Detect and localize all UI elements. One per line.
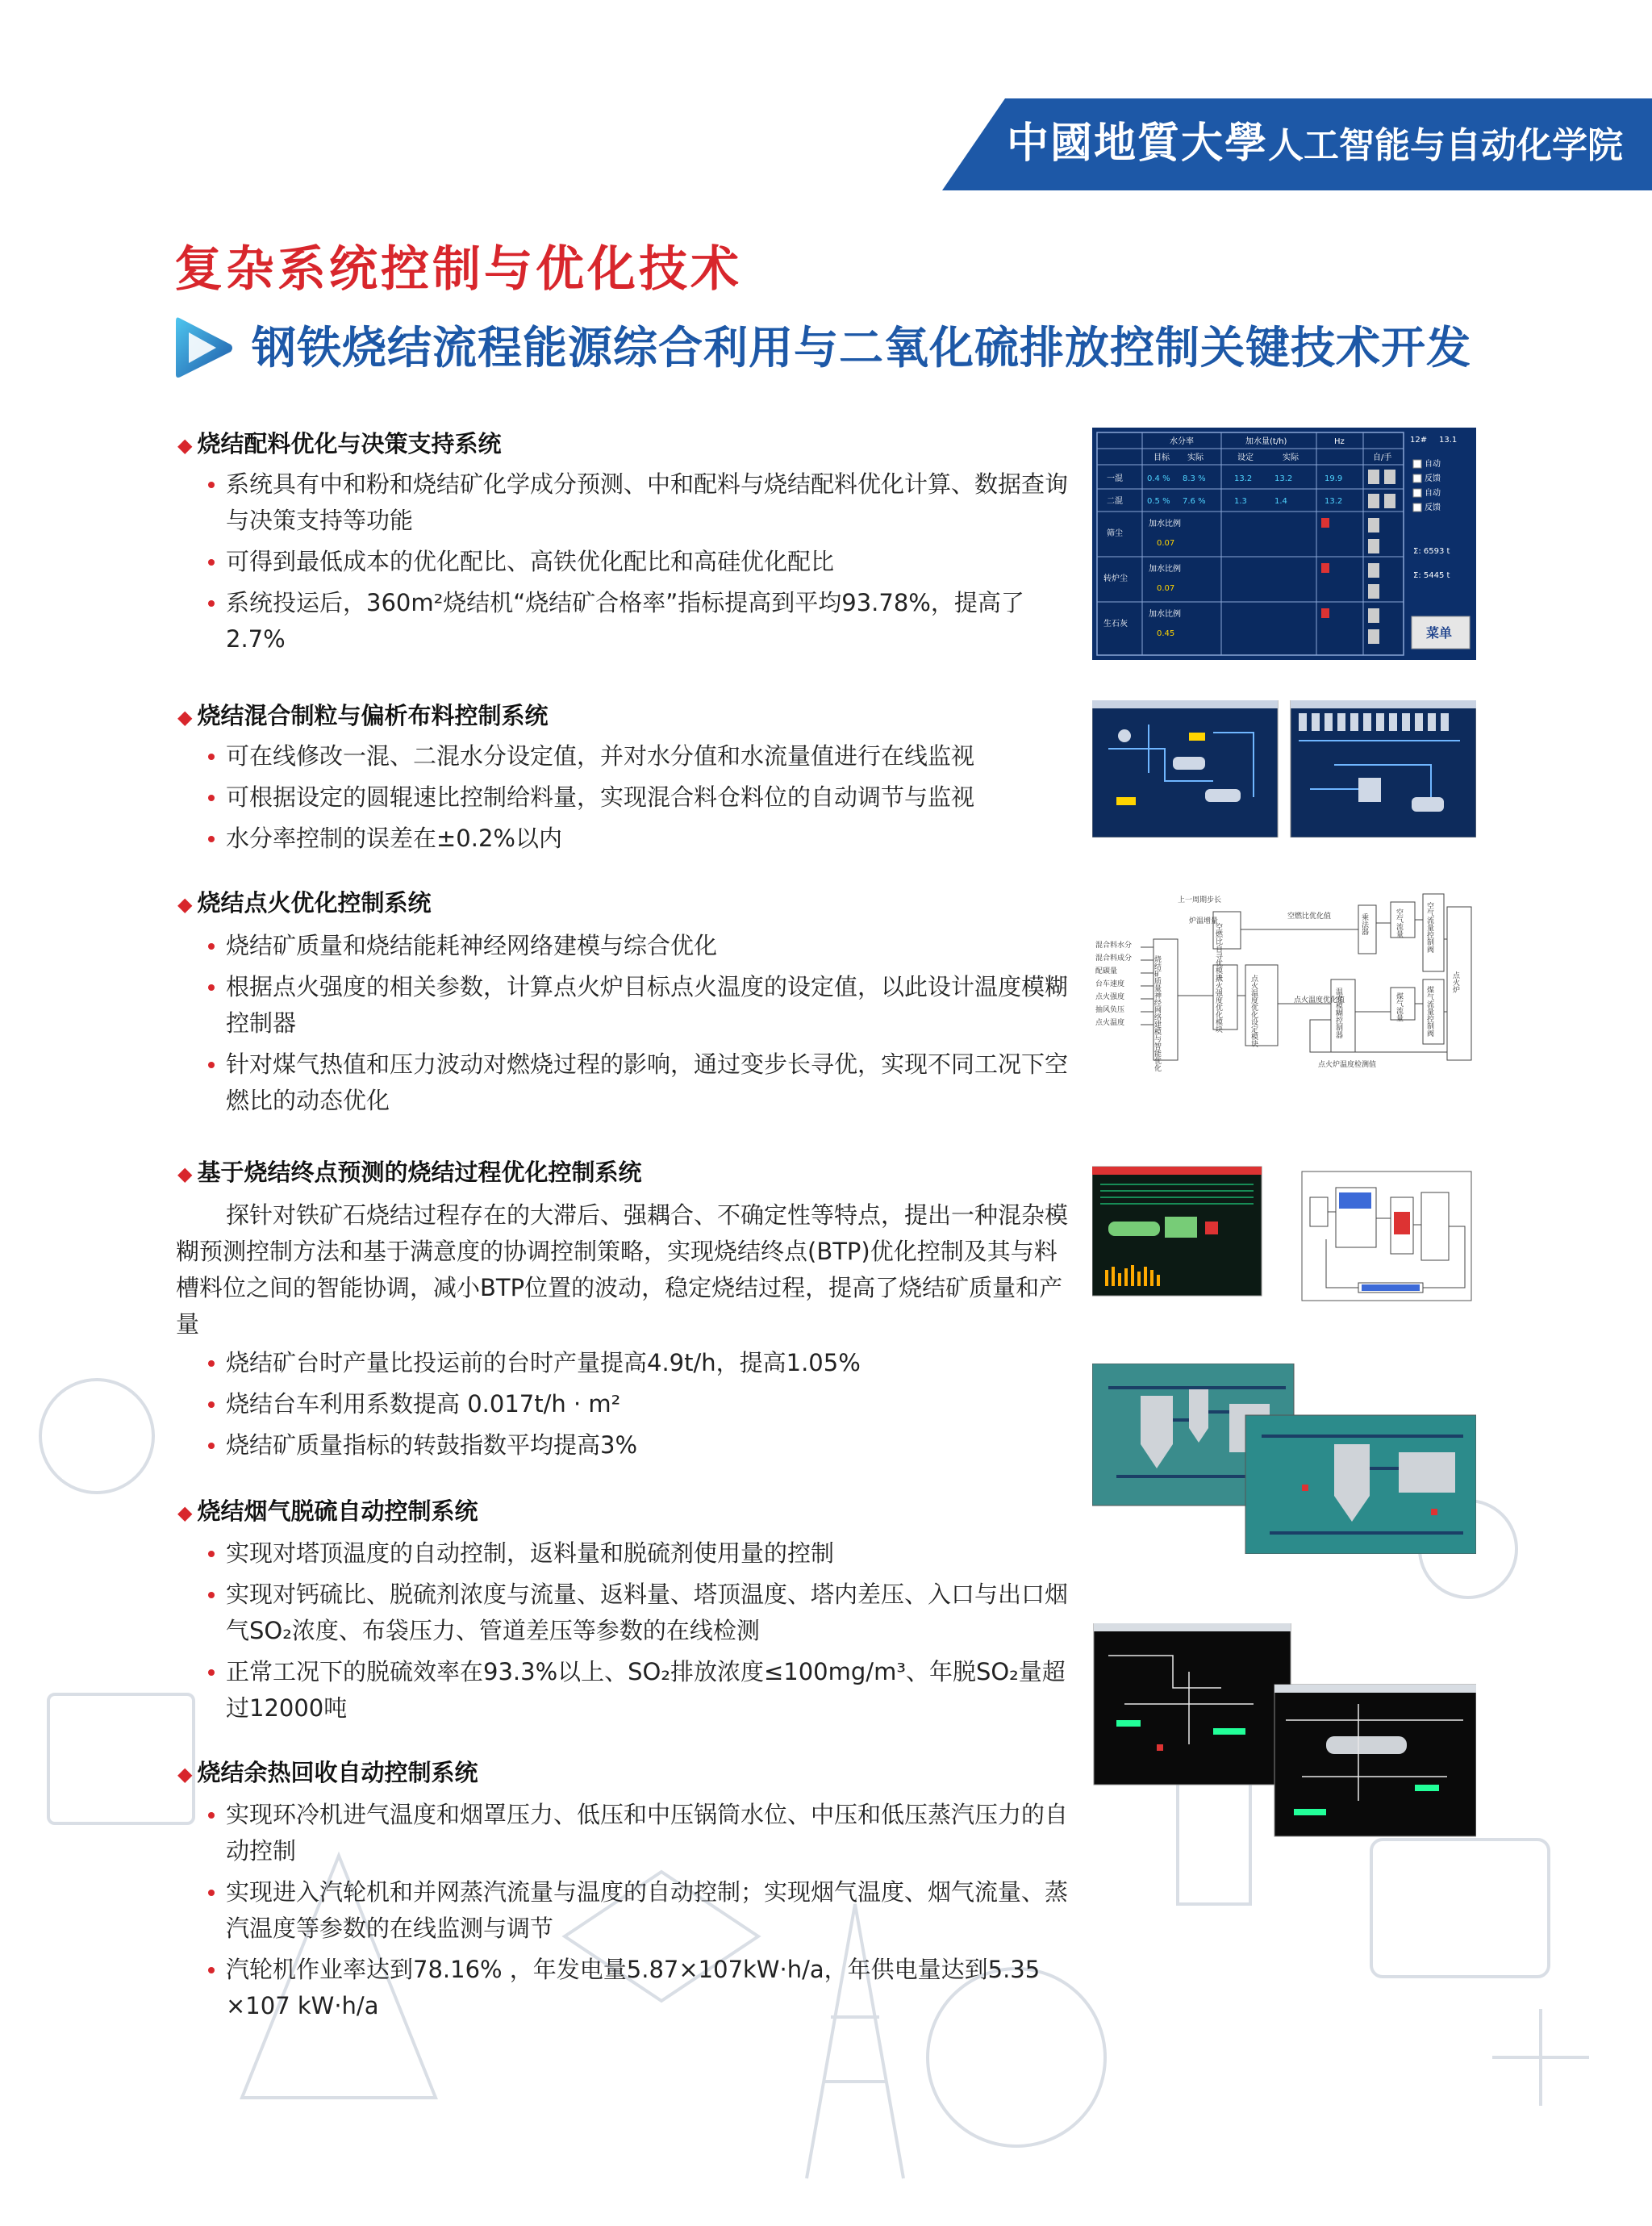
ratio-label: 加水比例	[1149, 565, 1181, 574]
diagram-input: 点火温度	[1095, 1019, 1125, 1027]
list-item: 可得到最低成本的优化配比、高铁优化配比和高硅优化配比	[208, 544, 1074, 580]
ratio-label: 加水比例	[1149, 610, 1181, 619]
diagram-label: 点火温度优化值	[1294, 996, 1345, 1004]
bullet-list-granulation	[208, 738, 1074, 862]
section-heading-text: 烧结余热回收自动控制系统	[197, 1759, 478, 1786]
total-value: Σ: 6593 t	[1413, 547, 1450, 556]
ratio-label: 加水比例	[1149, 520, 1181, 528]
cell-value: 8.3 %	[1183, 474, 1206, 483]
list-item: 可根据设定的圆辊速比控制给料量，实现混合料仓料位的自动调节与监视	[208, 779, 1074, 816]
list-item: 烧结矿质量和烧结能耗神经网络建模与综合优化	[208, 928, 1074, 964]
section-title: 复杂系统控制与优化技术	[174, 241, 742, 298]
diagram-label: 空燃比优化值	[1287, 913, 1332, 921]
university-name: 中國地質大學	[1007, 119, 1269, 168]
list-item: 烧结矿质量指标的转鼓指数平均提高3%	[208, 1427, 1074, 1464]
diagram-label: 点火炉温度检测值	[1318, 1061, 1377, 1069]
row-label: 筛尘	[1107, 529, 1123, 538]
bullet-list-desulfurization	[208, 1535, 1074, 1731]
section-heading-text: 烧结烟气脱硫自动控制系统	[197, 1497, 478, 1525]
sub-header: 实际	[1283, 453, 1299, 462]
section-heading-waste-heat: ◆ 烧结余热回收自动控制系统	[177, 1759, 478, 1786]
bullet-list-btp	[208, 1345, 1074, 1468]
block-label: 空气流量控制阀	[1425, 902, 1433, 953]
section-heading-ignition: ◆ 烧结点火优化控制系统	[177, 889, 432, 917]
bullet-list-batching	[208, 466, 1074, 662]
batching-panel-screenshot	[1092, 428, 1476, 660]
desulfurization-hmi-screenshots	[1092, 1364, 1476, 1554]
row-label: 二混	[1107, 497, 1123, 506]
play-icon	[174, 315, 234, 381]
list-item: 根据点火强度的相关参数，计算点火炉目标点火温度的设定值，以此设计温度模糊控制器	[208, 969, 1074, 1042]
cell-value: 7.6 %	[1183, 497, 1206, 506]
row-label: 生石灰	[1103, 620, 1128, 629]
list-item: 可在线修改一混、二混水分设定值，并对水分值和水流量值进行在线监视	[208, 738, 1074, 775]
sub-header: 设定	[1237, 453, 1254, 462]
list-item: 烧结矿台时产量比投运前的台时产量提高4.9t/h，提高1.05%	[208, 1345, 1074, 1381]
college-name: 人工智能与自动化学院	[1268, 125, 1624, 166]
menu-button-label: 菜单	[1426, 625, 1453, 641]
main-title: 钢铁烧结流程能源综合利用与二氧化硫排放控制关键技术开发	[252, 322, 1472, 374]
cell-value: 13.2	[1325, 497, 1343, 506]
block-label: 点火炉	[1451, 971, 1459, 993]
section-heading-btp: ◆ 基于烧结终点预测的烧结过程优化控制系统	[177, 1159, 642, 1186]
sub-header: 目标	[1153, 453, 1170, 462]
list-item: 实现对钙硫比、脱硫剂浓度与流量、返料量、塔顶温度、塔内差压、入口与出口烟气SO₂浓度、布袋压力、管道差压等参数的在线检测	[208, 1577, 1074, 1649]
block-label: 点火温度优化设定模块	[1249, 975, 1258, 1047]
block-label: 煤气流量控制阀	[1425, 986, 1433, 1037]
section-heading-text: 烧结混合制粒与偏析布料控制系统	[197, 702, 549, 729]
col-header: Hz	[1334, 437, 1345, 446]
col-header: 水分率	[1170, 437, 1194, 446]
diagram-label: 上一周期步长	[1178, 896, 1222, 904]
cell-value: 13.2	[1234, 474, 1253, 483]
block-label: 空气流量	[1395, 908, 1403, 938]
list-item: 烧结台车利用系数提高 0.017t/h · m²	[208, 1386, 1074, 1422]
list-item: 系统投运后，360m²烧结机“烧结矿合格率”指标提高到平均93.78%，提高了2.7%	[208, 585, 1074, 658]
block-label: 空燃比自寻优模块	[1214, 923, 1222, 981]
btp-control-screenshots	[1092, 1165, 1476, 1310]
cell-value: 19.9	[1325, 474, 1343, 483]
checkbox-label: 自动	[1425, 460, 1441, 469]
total-value: Σ: 5445 t	[1413, 571, 1450, 580]
bullet-list-ignition	[208, 928, 1074, 1124]
row-label: 一混	[1107, 474, 1123, 483]
list-item: 水分率控制的误差在±0.2%以内	[208, 821, 1074, 857]
section-heading-text: 烧结配料优化与决策支持系统	[197, 430, 502, 457]
section-heading-granulation: ◆ 烧结混合制粒与偏析布料控制系统	[177, 702, 549, 729]
ignition-control-block-diagram	[1092, 891, 1476, 1076]
granulation-hmi-screenshots	[1092, 700, 1476, 837]
section-heading-text: 烧结点火优化控制系统	[197, 889, 432, 917]
block-label: 温度模糊控制器	[1334, 988, 1342, 1038]
checkbox-label: 反馈	[1425, 474, 1441, 483]
diagram-input: 混合料水分	[1095, 942, 1133, 950]
ratio-value: 0.07	[1157, 584, 1175, 593]
cell-value: 13.2	[1274, 474, 1293, 483]
cell-value: 1.4	[1274, 497, 1287, 506]
col-header: 加水量(t/h)	[1245, 437, 1287, 446]
diagram-label: 炉温增量	[1189, 917, 1219, 925]
list-item: 实现环冷机进气温度和烟罩压力、低压和中压锅筒水位、中压和低压蒸汽压力的自动控制	[208, 1797, 1074, 1869]
college-logo	[1007, 119, 1623, 168]
checkbox-label: 反馈	[1425, 503, 1441, 512]
top-right-value: 13.1	[1439, 436, 1458, 445]
diagram-input: 抽风负压	[1095, 1006, 1125, 1014]
list-item: 汽轮机作业率达到78.16% ，年发电量5.87×107kW·h/a，年供电量达到5.35 ×107 kW·h/a	[208, 1952, 1074, 2024]
list-item: 针对煤气热值和压力波动对燃烧过程的影响，通过变步长寻优，实现不同工况下空燃比的动态优化	[208, 1046, 1074, 1119]
diagram-input: 点火强度	[1095, 993, 1125, 1001]
diagram-input: 配碳量	[1095, 967, 1118, 975]
bullet-list-waste-heat	[208, 1797, 1074, 2029]
ratio-value: 0.45	[1157, 629, 1175, 638]
block-label: 点火强度优化模块	[1214, 975, 1222, 1033]
cell-value: 0.5 %	[1147, 497, 1170, 506]
cell-value: 0.4 %	[1147, 474, 1170, 483]
sub-header: 实际	[1187, 453, 1204, 462]
ratio-value: 0.07	[1157, 539, 1175, 548]
section-heading-desulfurization: ◆ 烧结烟气脱硫自动控制系统	[177, 1497, 478, 1525]
section-heading-batching: ◆ 烧结配料优化与决策支持系统	[177, 430, 502, 457]
block-label: 乘法器	[1360, 913, 1368, 935]
list-item: 系统具有中和粉和烧结矿化学成分预测、中和配料与烧结配料优化计算、数据查询与决策支持等功能	[208, 466, 1074, 539]
list-item: 实现进入汽轮机和并网蒸汽流量与温度的自动控制；实现烟气温度、烟气流量、蒸汽温度等参数的在线监测与调节	[208, 1874, 1074, 1947]
list-item: 实现对塔顶温度的自动控制，返料量和脱硫剂使用量的控制	[208, 1535, 1074, 1572]
diagram-input: 混合料成分	[1095, 954, 1133, 963]
top-right-value: 12#	[1410, 436, 1428, 445]
checkbox-label: 自动	[1425, 489, 1441, 498]
diagram-input: 台车速度	[1095, 980, 1125, 988]
row-label: 转炉尘	[1103, 574, 1128, 583]
block-label: 煤气流量	[1395, 992, 1403, 1021]
waste-heat-hmi-screenshots	[1092, 1623, 1476, 1841]
btp-paragraph: 探针对铁矿石烧结过程存在的大滞后、强耦合、不确定性等特点，提出一种混杂模糊预测控制方法和基于满意度的协调控制策略，实现烧结终点(BTP)优化控制及其与料槽料位之间的智能协调，减小BTP位置的波动，稳定烧结过程，提高了烧结矿质量和产量	[176, 1201, 1069, 1338]
section-heading-text: 基于烧结终点预测的烧结过程优化控制系统	[197, 1159, 642, 1186]
block-label: 烧结矿质量神经网络建模与智能优化	[1153, 955, 1161, 1071]
cell-value: 1.3	[1234, 497, 1247, 506]
col-header: 自/手	[1373, 453, 1392, 462]
list-item: 正常工况下的脱硫效率在93.3%以上、SO₂排放浓度≤100mg/m³、年脱SO₂量超过12000吨	[208, 1654, 1074, 1727]
